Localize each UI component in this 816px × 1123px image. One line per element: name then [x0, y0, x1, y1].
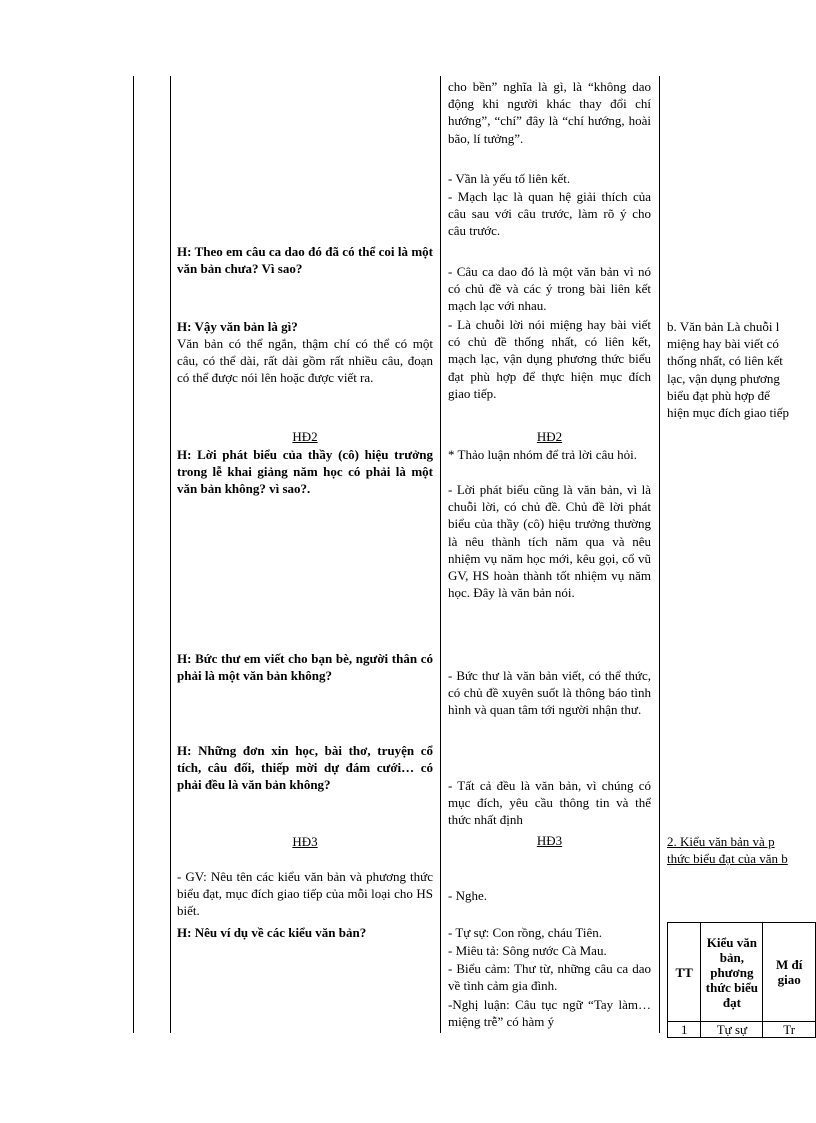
- answer-buc-thu: - Bức thư là văn bản viết, có thể thức, có chủ đề xuyên suốt là thông báo tình hình và quan tâm tới người nhận thư.: [448, 668, 651, 718]
- answer-van: - Vần là yếu tố liên kết.: [448, 171, 571, 186]
- answer-thao-luan: * Thảo luận nhóm để trả lời câu hỏi.: [448, 447, 637, 462]
- header-kieu-vanban: Kiểu văn bản, phương thức biểu đạt: [701, 923, 763, 1022]
- note-kieu-vanban-heading: 2. Kiểu văn bản và p thức biểu đạt của văn b: [667, 834, 788, 867]
- question-buc-thu: H: Bức thư em viết cho bạn bè, người thân có phải là một văn bản không?: [177, 651, 433, 684]
- answer-tu-su: - Tự sự: Con rồng, cháu Tiên.: [448, 925, 602, 940]
- activity-hd3-heading: HĐ3: [292, 834, 318, 849]
- question-loi-phat-bieu: H: Lời phát biểu của thầy (cô) hiệu trưởng trong lễ khai giảng năm học có phải là một văn bản không? vì sao?.: [177, 447, 433, 497]
- answer-chi-huong: cho bền” nghĩa là gì, là “không dao động khi người khác thay đổi chí hướng”, “chí” đây là “chí hướng, hoài bão, lí tưởng”.: [448, 79, 651, 146]
- row-kieu: Tự sự: [701, 1022, 763, 1038]
- vanban-note: Văn bản có thể ngắn, thậm chí có thể có một câu, có thể dài, rất dài gồm rất nhiều câu, đoạn có thể được nói lên hoặc được viết ra.: [177, 336, 433, 386]
- row-tt: 1: [668, 1022, 701, 1038]
- answer-tat-ca: - Tất cả đều là văn bản, vì chúng có mục đích, yêu cầu thông tin và thể thức nhất định: [448, 778, 651, 828]
- answer-cadao-vanban: - Câu ca dao đó là một văn bản vì nó có chủ đề và các ý trong bài liên kết mạch lạc với nhau.: [448, 264, 651, 314]
- header-muc-dich: M đí giao: [763, 923, 816, 1022]
- question-vi-du: H: Nêu ví dụ về các kiểu văn bản?: [177, 925, 367, 940]
- table-border-col1: [170, 76, 171, 1033]
- answer-vanban-def: - Là chuỗi lời nói miệng hay bài viết có chủ đề thống nhất, có liên kết, mạch lạc, vận dụng phương thức biểu đạt phù hợp để thực hiện mục đích giao tiếp.: [448, 317, 651, 401]
- note-vanban-def: b. Văn bản Là chuỗi l miệng hay bài viết có thống nhất, có liên kết lạc, vận dụng phương biểu đạt phù hợp để hiện mục đích giao tiếp: [667, 319, 790, 421]
- table-header-row: [668, 923, 816, 1022]
- table-border-col2: [440, 76, 441, 1033]
- question-nhung-don: H: Những đơn xin học, bài thơ, truyện cổ tích, câu đối, thiếp mời dự đám cưới… có phải đều là văn bản không?: [177, 743, 433, 793]
- table-row: [668, 1022, 816, 1038]
- answer-hd2-heading: HĐ2: [536, 429, 563, 444]
- table-border-col3: [659, 76, 660, 1033]
- gv-note: - GV: Nêu tên các kiểu văn bản và phương thức biểu đạt, mục đích giao tiếp của mỗi loại cho HS biết.: [177, 869, 433, 919]
- question-cadao: H: Theo em câu ca dao đó đã có thể coi là một văn bản chưa? Vì sao?: [177, 244, 433, 277]
- answer-nghe: - Nghe.: [448, 888, 487, 903]
- table-border-left: [133, 76, 134, 1033]
- answer-mieu-ta: - Miêu tả: Sông nước Cà Mau.: [448, 943, 607, 958]
- activity-hd2-heading: HĐ2: [292, 429, 318, 444]
- answer-hd3-heading: HĐ3: [536, 833, 563, 848]
- answer-bieu-cam: - Biểu cảm: Thư từ, những câu ca dao về tình cảm gia đình.: [448, 961, 651, 994]
- kieu-vanban-table: [667, 922, 816, 1038]
- header-tt: TT: [668, 923, 701, 1022]
- answer-mach-lac: - Mạch lạc là quan hệ giải thích của câu sau với câu trước, làm rõ ý cho câu trước.: [448, 189, 651, 239]
- answer-nghi-luan: -Nghị luận: Câu tục ngữ “Tay làm… miệng trễ” có hàm ý: [448, 997, 651, 1030]
- question-vanban: H: Vậy văn bản là gì?: [177, 319, 298, 334]
- answer-loi-phat-bieu: - Lời phát biểu cũng là văn bản, vì là chuỗi lời, có chủ đề. Chủ đề lời phát biểu của thầy (cô) hiệu trưởng thường là nêu thành tích năm qua và nêu nhiệm vụ năm học mới, kêu gọi, cổ vũ GV, HS hoàn thành tốt nhiệm vụ năm học. Đây là văn bản nói.: [448, 482, 651, 601]
- row-muc-dich: Tr: [763, 1022, 816, 1038]
